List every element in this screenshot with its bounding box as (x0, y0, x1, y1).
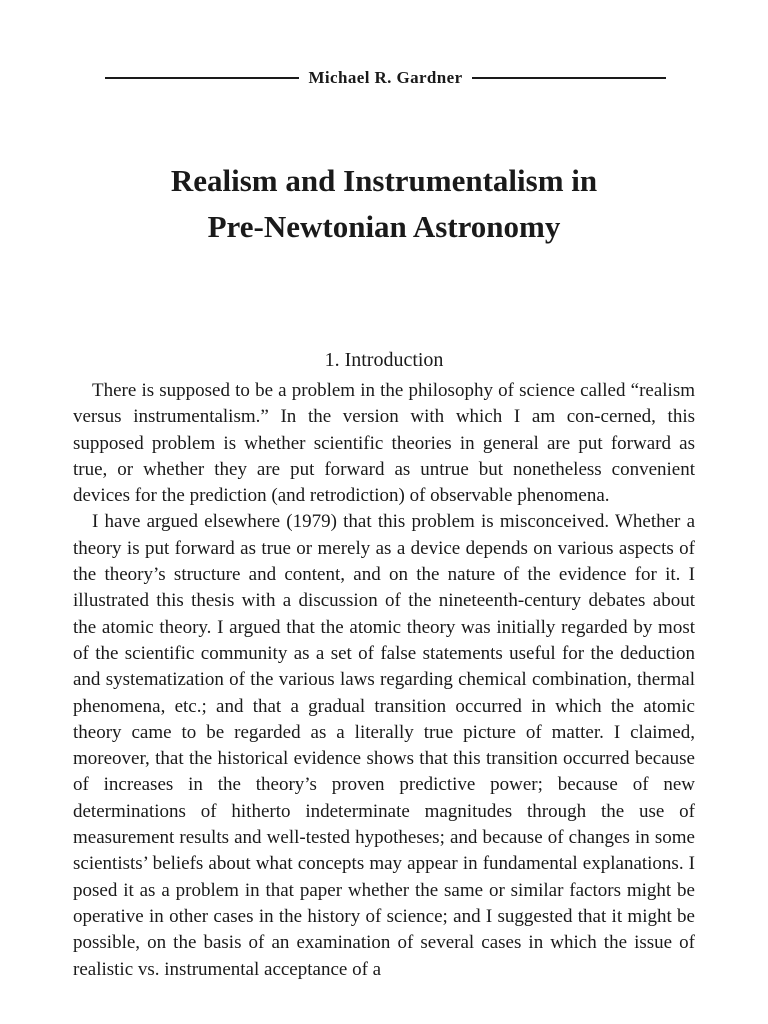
article-body (73, 378, 695, 983)
body-paragraph: I have argued elsewhere (1979) that this problem is misconceived. Whether a theory is put forward as true or merely as a device depends on various aspects of the theory’s structure and content, and on the nature of the evidence for it. I illustrated this thesis with a discussion of the nineteenth-century debates about the atomic theory. I argued that the atomic theory was initially regarded by most of the scientific community as a set of false statements useful for the deduction and systematization of the various laws regarding chemical combination, thermal phenomena, etc.; and that a gradual transition occurred in which the atomic theory came to be regarded as a literally true picture of matter. I claimed, moreover, that the historical evidence shows that this transition occurred because of increases in the theory’s proven predictive power; because of new determinations of hitherto indeterminate magnitudes through the use of measurement results and well-tested hypotheses; and because of changes in some scientists’ beliefs about what concepts may appear in fundamental explanations. I posed it as a problem in that paper whether the same or similar factors might be operative in other cases in the history of science; and I suggested that it might be possible, on the basis of an examination of several cases in which the issue of realistic vs. instrumental acceptance of a (73, 511, 695, 980)
section-heading: 1. Introduction (324, 349, 444, 371)
header-rule-left (105, 77, 299, 79)
author-header (105, 68, 666, 88)
header-rule-right (472, 77, 666, 79)
author-name: Michael R. Gardner (308, 68, 463, 87)
article-title (0, 158, 768, 250)
article-title-line-1: Realism and Instrumentalism in (170, 163, 598, 198)
body-paragraph: There is supposed to be a problem in the philosophy of science called “realism versus instrumentalism.” In the version with which I am con-cerned, this supposed problem is whether scientific theories in general are put forward as true, or whether they are put forward as untrue but nonetheless convenient devices for the prediction (and retrodiction) of observable phenomena. (73, 380, 695, 507)
article-title-line-2: Pre-Newtonian Astronomy (207, 209, 561, 244)
